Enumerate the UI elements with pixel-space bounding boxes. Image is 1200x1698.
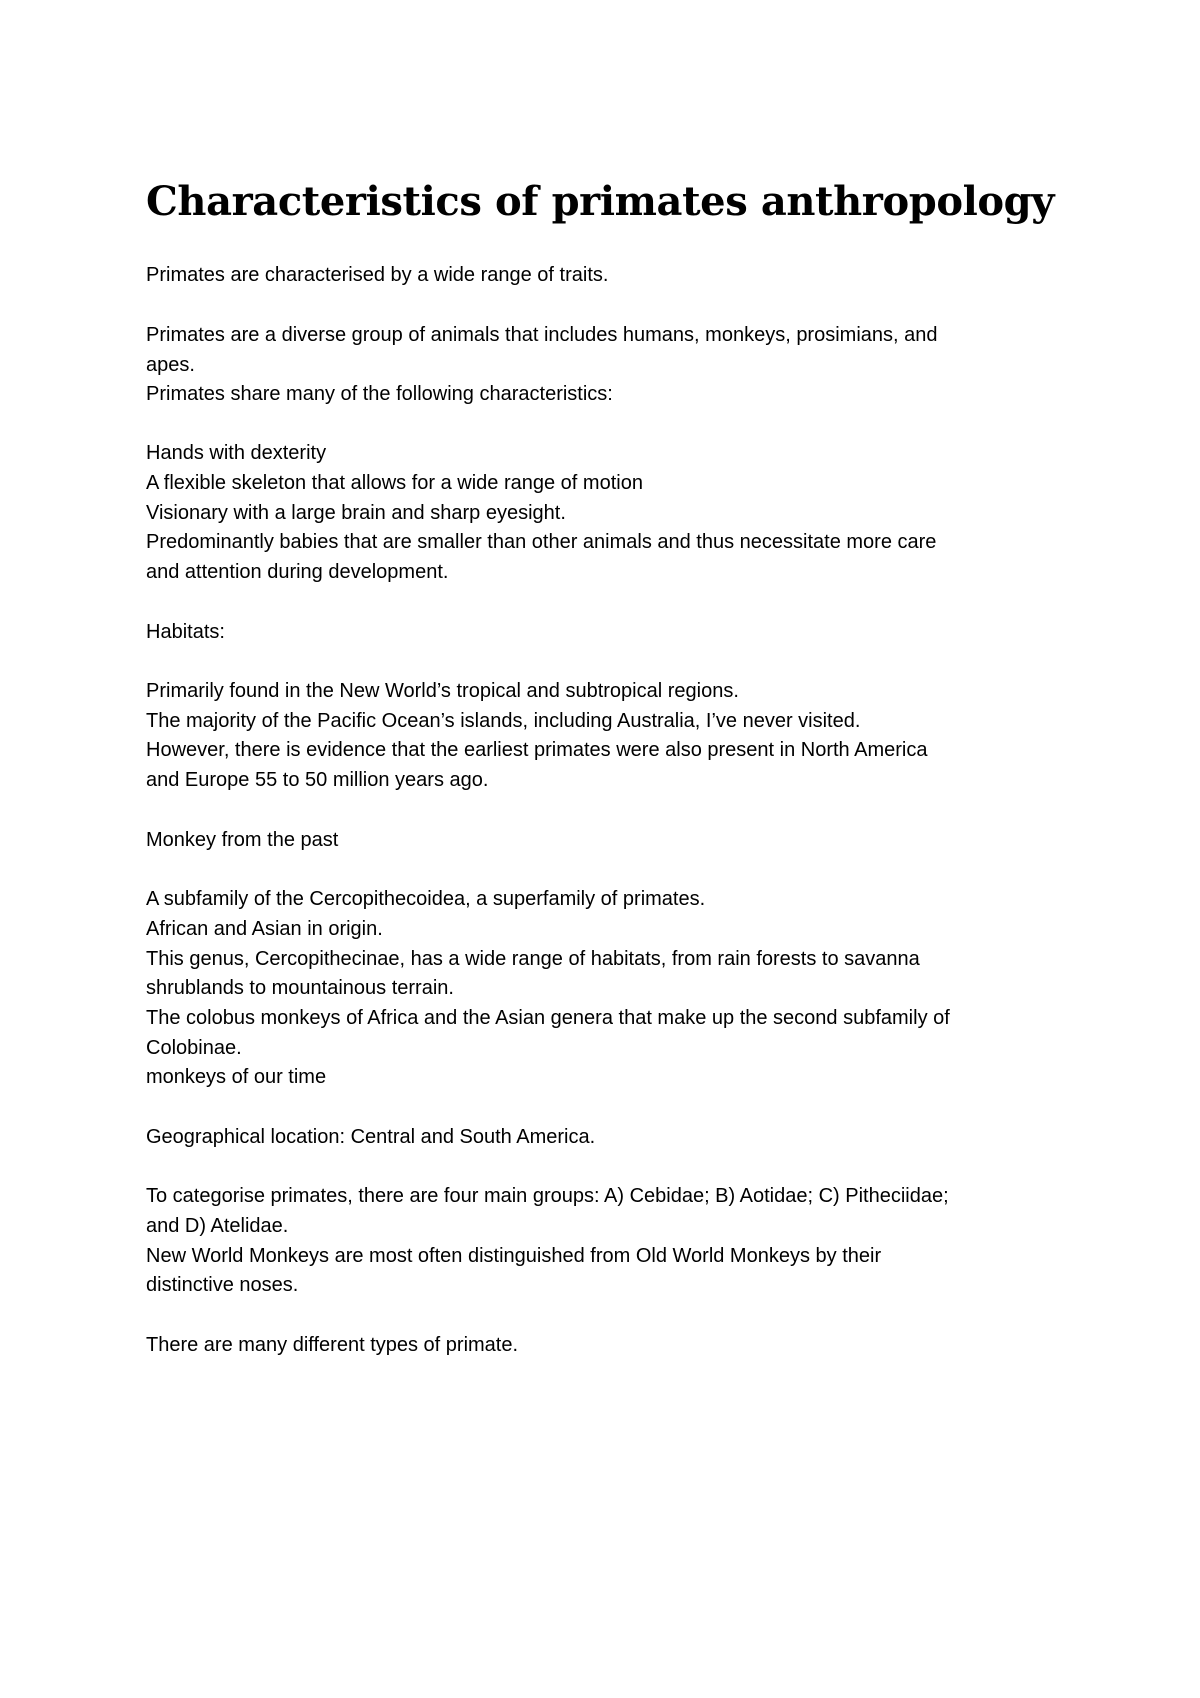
section-heading: Monkey from the past: [146, 829, 339, 851]
section-heading: Habitats:: [146, 621, 225, 643]
text-line: Primates are characterised by a wide range of traits.: [146, 264, 609, 286]
text-line: However, there is evidence that the earliest primates were also present in North America: [146, 739, 928, 761]
text-line: A subfamily of the Cercopithecoidea, a superfamily of primates.: [146, 888, 706, 910]
text-line: apes.: [146, 354, 195, 376]
text-line: Geographical location: Central and South America.: [146, 1126, 596, 1148]
text-line: The colobus monkeys of Africa and the Asian genera that make up the second subfamily of: [146, 1007, 950, 1029]
text-line: and D) Atelidae.: [146, 1215, 289, 1237]
text-line: Visionary with a large brain and sharp eyesight.: [146, 502, 566, 524]
text-line: monkeys of our time: [146, 1066, 327, 1088]
text-line: New World Monkeys are most often distinguished from Old World Monkeys by their: [146, 1245, 882, 1267]
text-line: shrublands to mountainous terrain.: [146, 977, 454, 999]
text-line: African and Asian in origin.: [146, 918, 383, 940]
text-line: There are many different types of primate.: [146, 1334, 519, 1356]
text-line: To categorise primates, there are four main groups: A) Cebidae; B) Aotidae; C) Pitheciidae;: [146, 1185, 949, 1207]
text-line: This genus, Cercopithecinae, has a wide range of habitats, from rain forests to savanna: [146, 948, 920, 970]
text-line: Primarily found in the New World’s tropical and subtropical regions.: [146, 680, 739, 702]
text-line: and Europe 55 to 50 million years ago.: [146, 769, 489, 791]
text-line: Primates share many of the following characteristics:: [146, 383, 613, 405]
text-line: and attention during development.: [146, 561, 449, 583]
text-line: Primates are a diverse group of animals that includes humans, monkeys, prosimians, and: [146, 324, 938, 346]
text-line: The majority of the Pacific Ocean’s islands, including Australia, I’ve never visited.: [146, 710, 861, 732]
text-line: Hands with dexterity: [146, 442, 327, 464]
text-line: distinctive noses.: [146, 1274, 299, 1296]
text-line: Colobinae.: [146, 1037, 242, 1059]
text-line: A flexible skeleton that allows for a wide range of motion: [146, 472, 643, 494]
text-line: Predominantly babies that are smaller than other animals and thus necessitate more care: [146, 531, 937, 553]
document-title: Characteristics of primates anthropology: [146, 178, 1055, 225]
